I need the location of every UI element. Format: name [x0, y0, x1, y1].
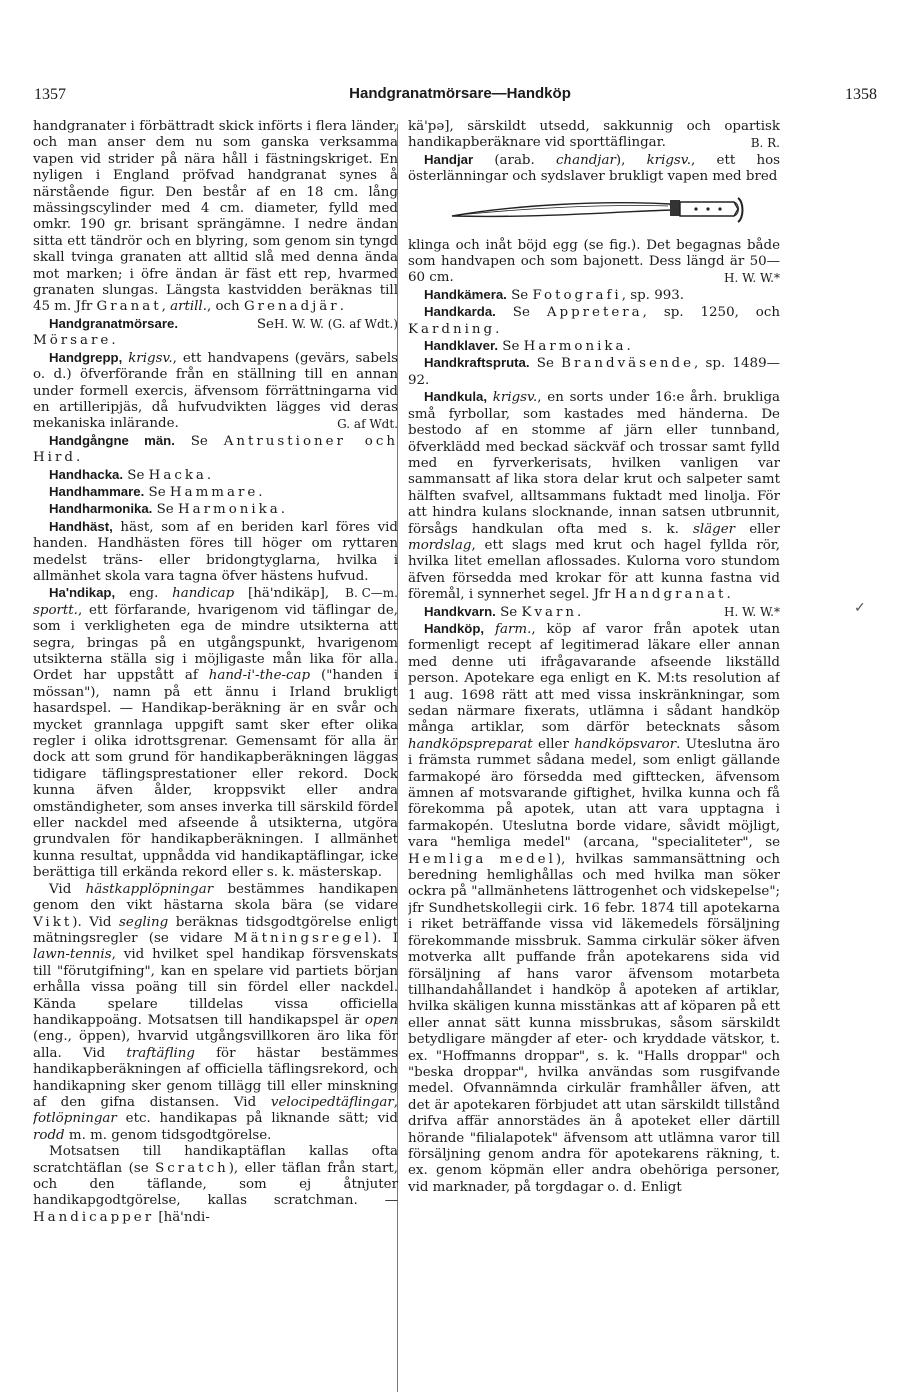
margin-tick-mark: ✓ [854, 600, 866, 616]
paragraph-handikap-sports: Vid hästkapplöpningar bestämmes handikapen genom den vikt hästarna skola bära (se vidare Vikt). Vid segling beräknas tidsgodtgörelse enligt mätningsregler (se vidare Mätningsregel). I lawn-tennis, vid hvilket spel handikap försvenskats till "förutgifning", kan en spelare vid partiets början erhålla vissa poäng till sin fördel eller nackdel. Kända spelare tilldelas vissa officiella handikappoäng. Motsatsen till handikapspel är open (eng., öppen), hvarvid utgångsvillkoren äro lika för alla. Vid traftäfling för hästar bestämmes handikapberäkningen af officiella täflingsrekord, och handikapning sker genom tillägg till eller minskning af den gifna distansen. Vid velocipedtäflingar, fotlöpningar etc. handikapas på liknande sätt; vid rodd m. m. genom tidsgodtgörelse. [33, 881, 398, 1143]
left-column [33, 119, 398, 1389]
author-signature: H. W. W.* [723, 604, 780, 619]
cross-ref: Granat [96, 299, 162, 315]
entry-handharmonika: Handharmonika. Se Harmonika. [49, 501, 286, 518]
headword: Handkämera. [424, 286, 507, 302]
headword: Handhammare. [49, 483, 145, 499]
entry-handkraftspruta: Handkraftspruta. Se Brandväsende, sp. 1489—92. [408, 355, 780, 388]
headword: Handkraftspruta. [424, 355, 530, 371]
entry-handgrepp: Handgrepp, krigsv., ett handvapens (gevärs, sabels o. d.) öfverförande från en ställning till en annan under formell exercis, äfvensom förrättningarna vid en artilleripjäs, då hufvudvikten lägges vid deras mekaniska inlärande. G. af Wdt. [33, 349, 398, 432]
author-signature: B. R. [750, 136, 780, 151]
entry-handkop: Handköp, farm., köp af varor från apotek utan formenligt recept af legitimerad läkare eller annan med denne uti ifrågavarande afseende likställd person. Apotekare ega enligt en K. M:ts resolution af 1 aug. 1698 rätt att med vissa inskränkningar, som sedan närmare fixerats, utlämna i sådant handköp många artiklar, som därför betecknats såsom handköpspreparat eller handköpsvaror. Uteslutna äro i främsta rummet sådana medel, som enligt gällande farmakopé äro försedda med gifttecken, äfvensom ämnen af motsvarande giftighet, hvilka kunna och få förekomma på apotek, utan att vara upptagna i farmakopén. Uteslutna borde vidare, såvidt möjligt, vara "hemliga medel" (arcana, "specialiteter", se Hemliga medel), hvilkas sammansättning och beredning hemlighållas och med hvilka man söker ockra på "allmänhetens lättrogenhet och vidskepelse"; jfr Sundhetskollegii cirk. 16 febr. 1874 till apotekarna i riket beträffande vissa vid läkemedels försäljning förekommande missbruk. Samma cirkulär söker äfven motverka allt puffande från apotekarens sida vid försäljning af hans varor äfvensom motarbeta tillhandahållandet i handköp å apoteken af artiklar, hvilka skäligen kunna misstänkas att af köparen på ett eller annat sätt kunna missbrukas, såsom särskildt betydligare mängder af eter- och kryddade vätskor, t. ex. "Hoffmanns droppar", s. k. "Halls droppar" och "beska droppar", hvilka användas som rusgifvande medel. Ofvannämnda cirkulär framhåller äfven, att det är apotekaren förbjudet att utan särskildt tillstånd drifva affär annorstädes än å apoteket eller därtill hörande "filialapotek" äfvensom att utlämna varor till försäljning genom andra för apotekarens räkning, t. ex. genom köpmän eller andra obehöriga personer, vid marknader, på torgdagar o. d. Enligt [408, 620, 780, 1195]
headword: Handgångne män. [49, 432, 175, 448]
paragraph-handgranat-continued: handgranater i förbättradt skick införts i flera länder, och man anser dem nu som ganska verksamma vapen vid strider på nära håll i fästningskriget. En nyligen i England pröfvad handgranat synes å närstående figur. Den består af en 18 cm. lång mässingscylinder med 4 cm. diameter, fylld med omkr. 190 gr. brisant sprängämne. I nedre ändan sitta ett tändrör och en blyring, som genom sin tyngd skall tvinga granaten att alltid slå med denna ända mot marken; i öfre ändan är fäst ett rep, hvarmed granaten slungas. Längsta kastvidden beräknas till 45 m. Jfr Granat, artill., och Grenadjär. H. W. W. (G. af Wdt.) [33, 119, 398, 331]
paragraph-scratch: Motsatsen till handikaptäflan kallas ofta scratchtäflan (se Scratch), eller täflan från start, och den täflande, som ej åtnjuter handikapgodtgörelse, kallas scratchman. — Handicapper [hä'ndi- [33, 1144, 398, 1225]
headword: Handhacka. [49, 466, 124, 482]
headword: Handkula, [424, 389, 488, 405]
entry-handkvarn: Handkvarn. Se Kvarn. [424, 603, 582, 620]
author-signature: H. W. W. (G. af Wdt.) [273, 316, 398, 331]
paragraph-handjar-continued: klinga och inåt böjd egg (se fig.). Det begagnas både som handvapen och som bajonett. Dess längd är 50—60 cm. H. W. W.* [408, 237, 780, 286]
entry-handhacka: Handhacka. Se Hacka. [49, 466, 212, 483]
entry-handkamera: Handkämera. Se Fotografi, sp. 993. [424, 286, 685, 303]
entry-handgangne-man: Handgångne män. Se Antrustioner och Hird. [33, 432, 398, 466]
headword: Handgranatmörsare. [49, 315, 178, 331]
author-signature: H. W. W.* [723, 271, 780, 286]
right-column [408, 119, 780, 1389]
page-number-left: 1357 [34, 86, 66, 103]
handjar-dagger-figure [408, 192, 780, 234]
page-header [0, 86, 920, 110]
headword: Handjar [424, 151, 474, 167]
running-title: Handgranatmörsare—Handköp [349, 85, 571, 102]
paragraph-handicapper-continued: kä'pə], särskildt utsedd, sakkunnig och opartisk handikapberäknare vid sporttäflingar. B. R. [408, 119, 780, 151]
page-number-right: 1358 [845, 86, 877, 103]
entry-handgranatmorsare: Handgranatmörsare. Se Mörsare. [33, 315, 274, 349]
entry-handkula: Handkula, krigsv., en sorts under 16:e årh. brukliga små fyrbollar, som kastades med händerna. De bestodo af en stomme af järn eller tunnband, öfverklädd med beckad säckväf och trossar samt fylld med en fyrverkerisats, hvilken vanligen var sammansatt af lika stora delar krut och salpeter samt hälften svafvel, alltsammans fuktadt med linolja. För att hindra kulans slocknande, innan satsen utbrunnit, försågs handkulan ofta med s. k. släger eller mordslag, ett slags med krut och hagel fyllda rör, hvilka litet emellan aflossades. Kulorna voro stundom äfven försedda med krokar för att kunna fastna vid föremål, i synnerhet segel. Jfr Handgranat. H. W. W.* [408, 389, 780, 619]
cross-ref: Grenadjär [243, 299, 340, 315]
entry-handikap: Ha'ndikap, eng. handicap [hä'ndikäp], sportt., ett förfarande, hvarigenom vid täflingar de, som i verkligheten ega de mindre utsikterna att segra, bringas på en utgångspunkt, hvarigenom utsikterna ställa sig i möjligaste mån lika för alla. Ordet har uppstått af hand-i'-the-cap ("handen i mössan"), namn på ett ännu i Irland brukligt hasardspel. — Handikap-beräkning är en svår och mycket grannlaga uppgift samt sker efter olika regler i olika idrottsgrenar. Gemensamt för alla är dock att som grund för handikapberäkningen läggas tidigare täflingsprestationer eller rekord. Dock kunna äfven ålder, kroppsvikt eller andra omständigheter, som anses inverka till särskild fördel eller nackdel med afseende å utsikterna, utgöra grundvalen för handikapberäkningen. I allmänhet kunna resultat, uppnådda vid handikaptäflingar, icke berättiga till erkända rekord eller s. k. mästerskap. [33, 585, 398, 881]
headword: Handhäst, [49, 518, 113, 534]
entry-handhammare: Handhammare. Se Hammare. [49, 483, 263, 500]
author-signature: B. C—m. [345, 586, 398, 601]
headword: Handharmonika. [49, 501, 153, 517]
headword: Handköp, [424, 620, 485, 636]
headword: Handkarda. [424, 304, 496, 320]
author-signature: G. af Wdt. [337, 417, 398, 432]
entry-handjar: Handjar (arab. chandjar), krigsv., ett hos österlänningar och sydslaver brukligt vapen med bred [408, 151, 780, 185]
headword: Ha'ndikap, [49, 585, 116, 601]
entry-handhast: Handhäst, häst, som af en beriden karl föres vid handen. Handhästen föres till höger om ryttaren medelst träns- eller bridongtyglarna, hvilka i allmänhet skola vara tagna öfver hästens hufvud. B. C—m. [33, 518, 398, 601]
headword: Handgrepp, [49, 349, 123, 365]
entry-handkarda: Handkarda. Se Appretera, sp. 1250, och Kardning. [408, 304, 780, 337]
headword: Handklaver. [424, 338, 499, 354]
headword: Handkvarn. [424, 603, 496, 619]
handjar-illustration [448, 192, 748, 234]
entry-handklaver: Handklaver. Se Harmonika. [424, 338, 631, 355]
